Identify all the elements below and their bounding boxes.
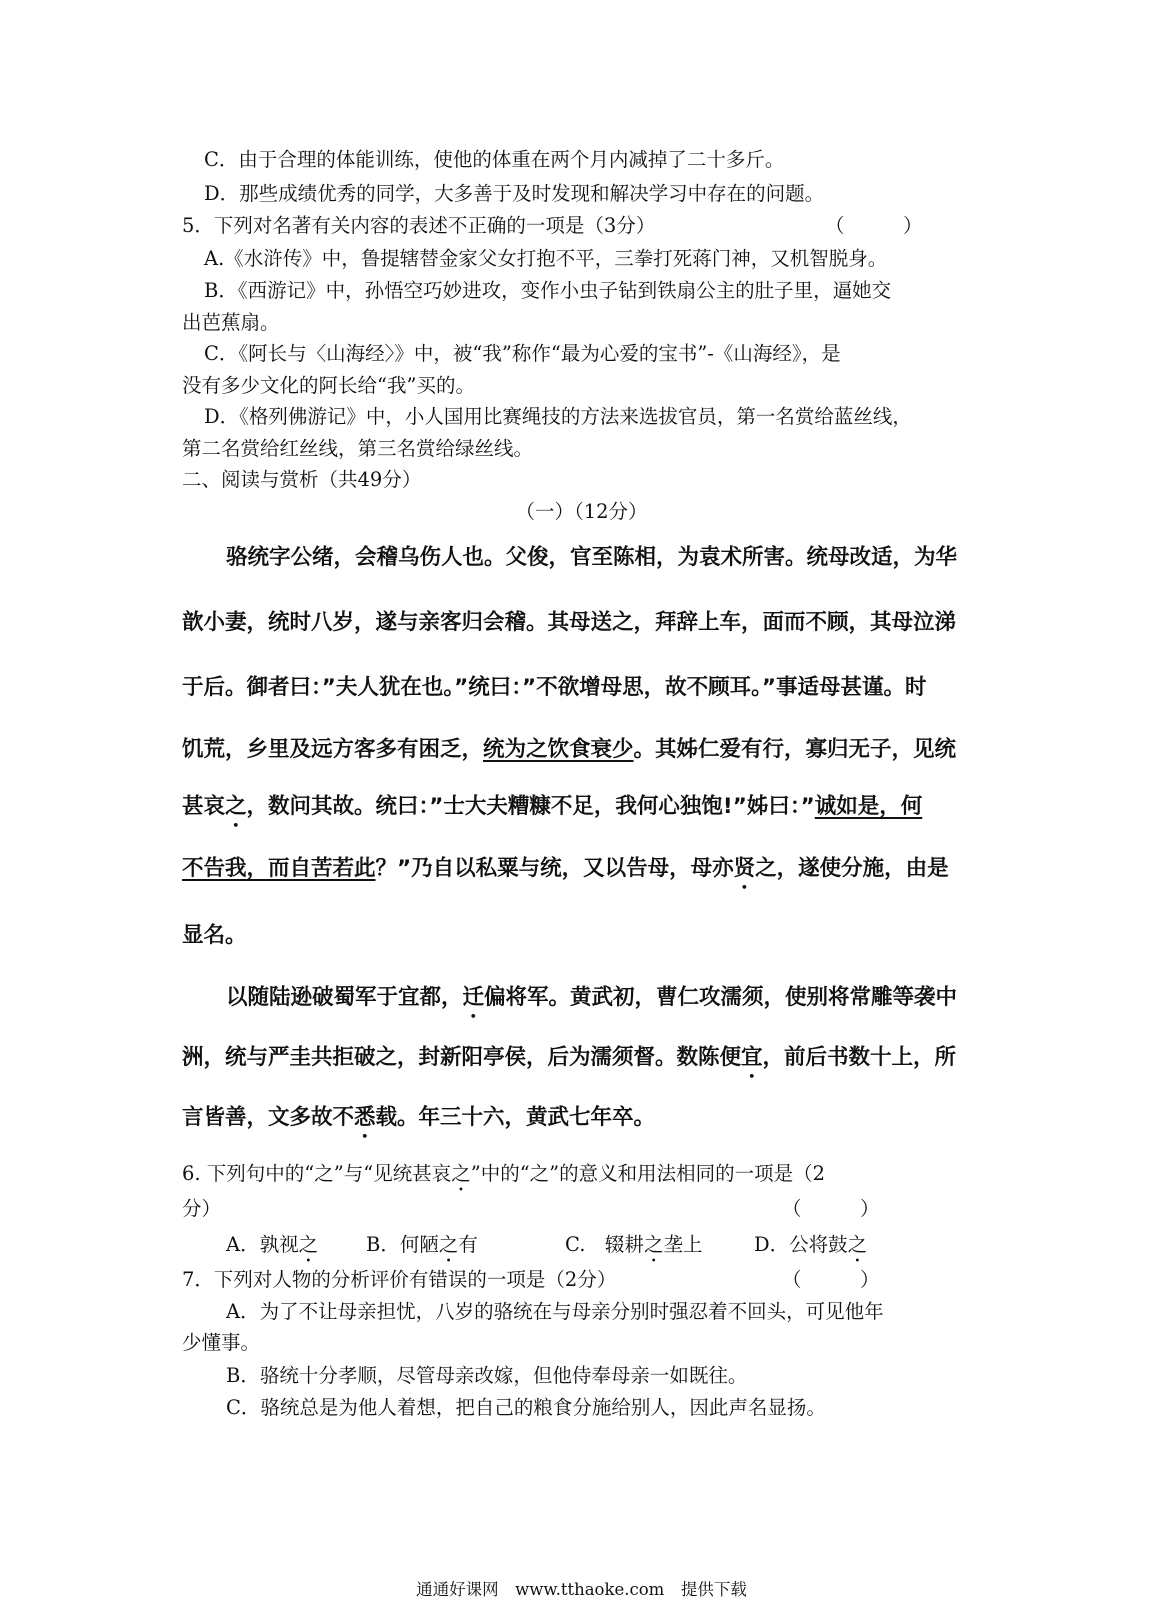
option-text: A．孰视 [226, 1233, 299, 1256]
passage-line: 于后。御者曰：”夫人犹在也。”统曰：”不欲增母思，故不顾耳。”事适母甚谨。时 [182, 675, 927, 700]
passage-text: ？”乃自以私粟与统，又以告母，母亦 [375, 856, 734, 881]
q7-option-a-line2: 少懂事。 [182, 1331, 261, 1354]
underlined-sentence: 诚如是，何 [814, 794, 923, 819]
dotted-char: 之 [438, 1233, 459, 1256]
passage-text: 偏将军。黄武初，曹仁攻濡须，使别将常雕等袭中 [484, 985, 958, 1010]
q5-answer-paren: （ ） [825, 214, 923, 237]
option-text: 有 [458, 1233, 478, 1256]
q5-stem: 5．下列对名著有关内容的表述不正确的一项是（3分） [182, 214, 656, 237]
q6-stem-text: 6. 下列句中的“之”与“见统甚哀 [182, 1162, 452, 1185]
q6-answer-paren: （ ） [782, 1197, 880, 1220]
q7-option-b: B．骆统十分孝顺，尽管母亲改嫁，但他侍奉母亲一如既往。 [226, 1364, 748, 1387]
dotted-char: 之 [451, 1162, 471, 1185]
q6-stem-text: ”中的“之”的意义和用法相同的一项是（2 [470, 1162, 826, 1185]
passage-line [182, 1105, 655, 1143]
passage-text: 饥荒，乡里及远方客多有困乏， [182, 737, 484, 762]
dotted-char: 悉 [354, 1105, 376, 1130]
dotted-char: 之 [225, 794, 247, 819]
page-footer: 通通好课网 www.tthaoke.com 提供下载 [416, 1580, 747, 1599]
passage-text: ，数问其故。统曰：”士大夫糟糠不足，我何心独饱!”姊曰：” [246, 794, 815, 819]
passage-line [182, 856, 949, 894]
q6-option-b [366, 1233, 478, 1267]
q7-stem: 7．下列对人物的分析评价有错误的一项是（2分） [182, 1268, 617, 1291]
option-text: D．公将鼓 [754, 1233, 848, 1256]
q7-answer-paren: （ ） [782, 1268, 880, 1291]
passage-text: 之，遂使分施，由是 [755, 856, 949, 881]
passage-line [182, 1045, 956, 1083]
q5-option-d-line1: D．《格列佛游记》中，小人国用比赛绳技的方法来选拔官员，第一名赏给蓝丝线， [204, 405, 912, 428]
passage-line: 歆小妻，统时八岁，遂与亲客归会稽。其母送之，拜辞上车，面而不顾，其母泣涕 [182, 610, 957, 635]
dotted-char: 宜 [741, 1045, 763, 1070]
q6-stem-line1 [182, 1162, 825, 1196]
option-text: B．何陋 [366, 1233, 439, 1256]
q6-option-d [754, 1233, 867, 1267]
dotted-char: 之 [298, 1233, 319, 1256]
option-text: 垄上 [663, 1233, 703, 1256]
passage-text: 言皆善，文多故不 [182, 1105, 355, 1130]
section-heading: 二、阅读与赏析（共49分） [182, 468, 422, 491]
q5-option-c-line2: 没有多少文化的阿长给“我”买的。 [182, 374, 475, 397]
q6-option-a [226, 1233, 318, 1267]
passage-text: 以随陆逊破蜀军于宜都， [226, 985, 463, 1010]
passage-line [182, 794, 922, 832]
option-text: C. 辍耕 [565, 1233, 644, 1256]
dotted-char: 迁 [462, 985, 485, 1010]
q4-option-d: D．那些成绩优秀的同学，大多善于及时发现和解决学习中存在的问题。 [204, 182, 825, 205]
passage-text: 。其姊仁爱有行，寡归无子，见统 [633, 737, 957, 762]
passage-line [226, 985, 957, 1023]
q5-option-b-line2: 出芭蕉扇。 [182, 311, 280, 334]
q5-option-a: A.《水浒传》中，鲁提辖替金家父女打抱不平，三拳打死蒋门神，又机智脱身。 [204, 247, 888, 270]
underlined-sentence: 统为之饮食衰少 [483, 737, 634, 762]
dotted-char: 贤 [733, 856, 756, 881]
dotted-char: 之 [847, 1233, 868, 1256]
passage-text: 载。年三十六，黄武七年卒。 [375, 1105, 656, 1130]
passage-line: 显名。 [182, 923, 247, 948]
q6-stem-line2: 分） [182, 1197, 222, 1220]
passage-line: 骆统字公绪，会稽乌伤人也。父俊，官至陈相，为袁术所害。统母改适，为华 [226, 545, 958, 570]
passage-text: 洲，统与严圭共拒破之，封新阳亭侯，后为濡须督。数陈便 [182, 1045, 742, 1070]
passage-text: 甚哀 [182, 794, 226, 819]
q5-option-b-line1: B．《西游记》中，孙悟空巧妙进攻，变作小虫子钻到铁扇公主的肚子里，逼她交 [204, 279, 892, 302]
dotted-char: 之 [643, 1233, 664, 1256]
underlined-sentence: 不告我，而自苦若此 [182, 856, 376, 881]
passage-subheading: （一）（12分） [515, 500, 648, 523]
q5-option-d-line2: 第二名赏给红丝线，第三名赏给绿丝线。 [182, 437, 534, 460]
q7-option-c: C．骆统总是为他人着想，把自己的粮食分施给别人，因此声名显扬。 [226, 1396, 826, 1419]
passage-text: ，前后书数十上，所 [762, 1045, 957, 1070]
q7-option-a-line1: A．为了不让母亲担忧，八岁的骆统在与母亲分别时强忍着不回头，可见他年 [226, 1300, 884, 1323]
q4-option-c: C．由于合理的体能训练，使他的体重在两个月内减掉了二十多斤。 [204, 148, 785, 171]
q6-option-c [565, 1233, 702, 1267]
passage-line [182, 739, 956, 761]
q5-option-c-line1: C．《阿长与〈山海经〉》中，被“我”称作“最为心爱的宝书”-《山海经》，是 [204, 342, 841, 365]
